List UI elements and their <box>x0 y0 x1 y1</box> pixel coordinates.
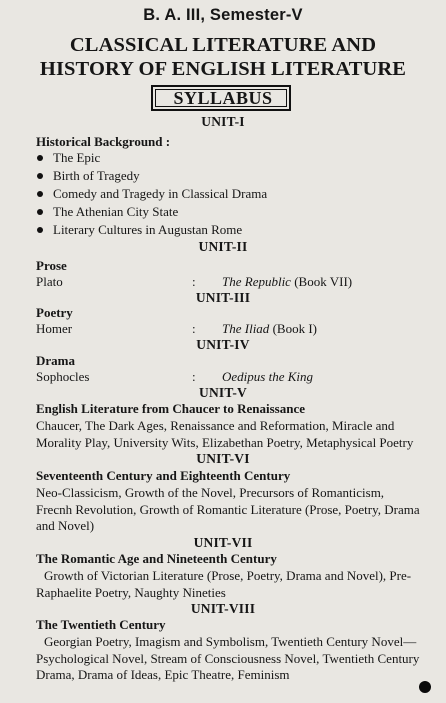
unit-7-line-1: Growth of Victorian Literature (Prose, Poetry, Drama and Novel), Pre- <box>44 568 412 583</box>
unit-8-line-3: Drama, Drama of Ideas, Epic Theatre, Feminism <box>36 667 290 682</box>
unit-8-line-1: Georgian Poetry, Imagism and Symbolism, Twentieth Century Novel— <box>44 634 417 649</box>
unit-4-work: Oedipus the King <box>222 369 313 384</box>
list-item: The Athenian City State <box>53 204 179 219</box>
unit-5-line-2: Morality Play, University Wits, Elizabethan Poetry, Metaphysical Poetry <box>36 435 414 450</box>
unit-7-label: UNIT-VII <box>193 535 253 550</box>
unit-4-separator: : <box>192 369 196 384</box>
unit-5-heading: English Literature from Chaucer to Renaissance <box>36 401 306 416</box>
bullet-icon <box>37 155 43 161</box>
unit-8-line-2: Psychological Novel, Stream of Consciousness Novel, Twentieth Century <box>36 651 420 666</box>
unit-3-author: Homer <box>36 321 73 336</box>
unit-4-author: Sophocles <box>36 369 90 384</box>
unit-2-work: The Republic <box>222 274 291 289</box>
unit-4-label: UNIT-IV <box>196 337 250 352</box>
unit-4-heading: Drama <box>36 353 75 368</box>
bullet-icon <box>37 209 43 215</box>
unit-3-separator: : <box>192 321 196 336</box>
unit-5-label: UNIT-V <box>199 385 247 400</box>
paper-title-line-2: HISTORY OF ENGLISH LITERATURE <box>39 58 407 80</box>
unit-3-heading: Poetry <box>36 305 73 320</box>
list-item: Birth of Tragedy <box>53 168 140 183</box>
bullet-icon <box>37 191 43 197</box>
unit-2-separator: : <box>192 274 196 289</box>
unit-8-label: UNIT-VIII <box>190 601 256 616</box>
unit-2-heading: Prose <box>36 258 67 273</box>
unit-3-text-work <box>222 321 317 337</box>
bullet-icon <box>37 173 43 179</box>
syllabus-heading: SYLLABUS <box>173 88 273 108</box>
unit-2-label: UNIT-II <box>198 239 248 254</box>
unit-7-line-2: Raphaelite Poetry, Naughty Nineties <box>36 585 226 600</box>
unit-3-work: The Iliad <box>222 321 270 336</box>
course-title: B. A. III, Semester-V <box>143 6 303 24</box>
paper-title-line-1: CLASSICAL LITERATURE AND <box>69 34 377 56</box>
unit-6-line-1: Neo-Classicism, Growth of the Novel, Precursors of Romanticism, <box>36 485 385 500</box>
unit-7-heading: The Romantic Age and Nineteenth Century <box>36 551 277 566</box>
unit-2-note: (Book VII) <box>294 274 353 289</box>
unit-3-note: (Book I) <box>272 321 317 336</box>
unit-6-heading: Seventeenth Century and Eighteenth Century <box>36 468 291 483</box>
unit-2-text-work <box>222 274 352 290</box>
list-item: Comedy and Tragedy in Classical Drama <box>53 186 268 201</box>
unit-8-heading: The Twentieth Century <box>36 617 166 632</box>
unit-1-heading: Historical Background : <box>36 134 171 149</box>
unit-1-label: UNIT-I <box>201 114 245 129</box>
unit-5-line-1: Chaucer, The Dark Ages, Renaissance and Reformation, Miracle and <box>36 418 395 433</box>
unit-6-label: UNIT-VI <box>196 451 250 466</box>
bullet-icon <box>37 227 43 233</box>
list-item: Literary Cultures in Augustan Rome <box>53 222 243 237</box>
unit-6-line-2: Frecnh Revolution, Growth of Romantic Literature (Prose, Poetry, Drama <box>36 502 420 517</box>
unit-3-label: UNIT-III <box>195 290 251 305</box>
list-item: The Epic <box>53 150 101 165</box>
unit-2-author: Plato <box>36 274 63 289</box>
unit-6-line-3: and Novel) <box>36 518 95 533</box>
page-corner-dot <box>419 681 431 693</box>
